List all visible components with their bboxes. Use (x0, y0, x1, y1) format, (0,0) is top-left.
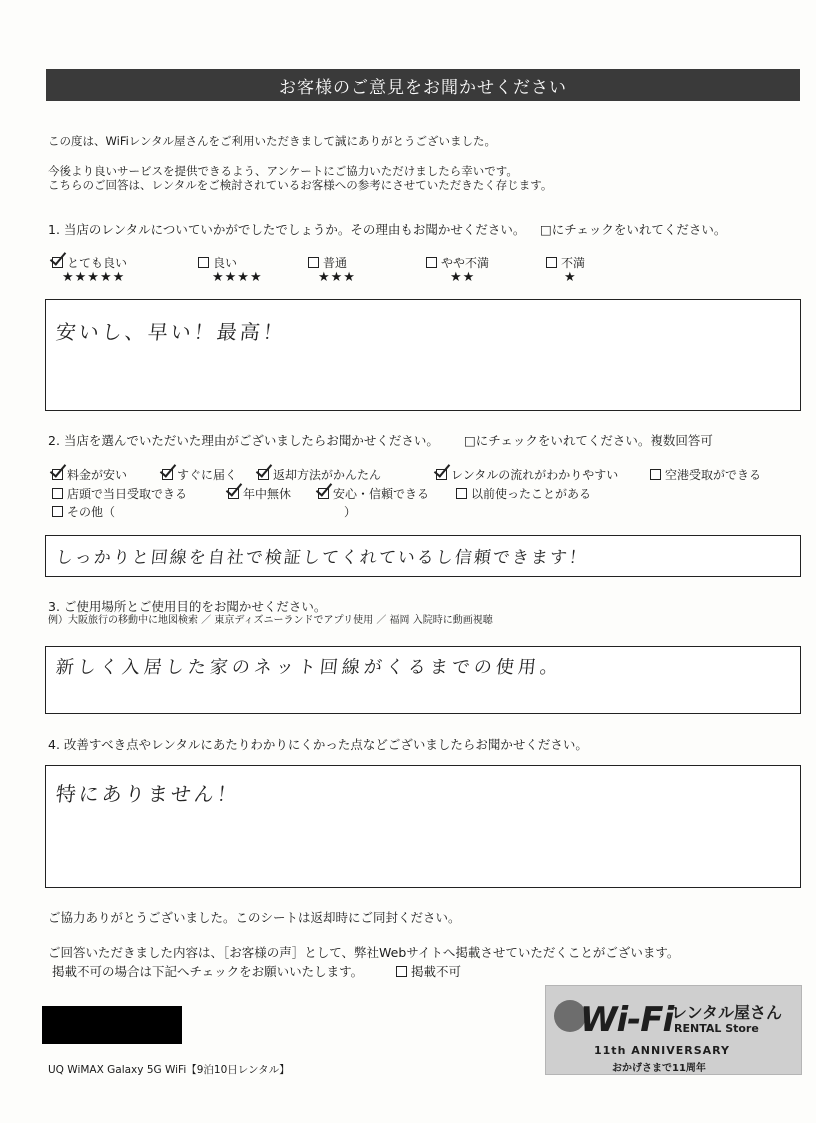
q2-option-label: 安心・信頼できる (333, 487, 430, 501)
publish-optout-checkbox[interactable] (396, 962, 461, 980)
wifi-rental-logo (545, 985, 802, 1075)
question-2-instruction: □にチェックをいれてください。複数回答可 (464, 433, 713, 448)
publish-optout-label: 掲載不可 (411, 964, 462, 979)
q2-option-label: 店頭で当日受取できる (67, 487, 188, 501)
checkbox-checked-icon[interactable] (228, 488, 239, 499)
q1-option-slightly-dissatisfied[interactable] (426, 254, 489, 271)
question-4: 4. 改善すべき点やレンタルにあたりわかりにくかった点などございましたらお聞かせください。 (48, 737, 588, 752)
q2-option-label: レンタルの流れがわかりやすい (451, 468, 619, 482)
checkbox-checked-icon[interactable] (258, 469, 269, 480)
intro-line-3: こちらのご回答は、レンタルをご検討されているお客様への参考にさせていただきたく存じます。 (48, 178, 553, 192)
question-3: 3. ご使用場所とご使用目的をお聞かせください。 (48, 599, 327, 614)
q2-option-label: 以前使ったことがある (471, 487, 592, 501)
q1-option-label: 普通 (323, 256, 348, 270)
q2-option-cheap[interactable] (52, 466, 127, 483)
q1-option-dissatisfied[interactable] (546, 254, 585, 271)
q2-option-label: 料金が安い (67, 468, 128, 482)
q2-option-label: 年中無休 (243, 487, 292, 501)
logo-anniversary-text: 11th ANNIVERSARY (594, 1044, 731, 1057)
q3-answer-box[interactable] (45, 646, 801, 714)
logo-wifi-text: Wi-Fi (580, 1000, 674, 1040)
question-1-instruction: □にチェックをいれてください。 (540, 222, 727, 237)
q1-option-good[interactable] (198, 254, 237, 271)
question-2: 2. 当店を選んでいただいた理由がございましたらお聞かせください。 (48, 433, 439, 448)
q1-option-average[interactable] (308, 254, 347, 271)
q2-option-clear-process[interactable] (436, 466, 618, 483)
q2-option-other[interactable] (52, 503, 115, 520)
checkbox-icon[interactable] (52, 488, 63, 499)
q2-other-close-paren: ） (344, 505, 357, 519)
checkbox-icon[interactable] (426, 257, 437, 268)
publish-optout-text: 掲載不可の場合は下記へチェックをお願いいたします。 (52, 964, 364, 979)
footer-product: UQ WiMAX Galaxy 5G WiFi【9泊10日レンタル】 (48, 1064, 290, 1076)
q2-option-label: 返却方法がかんたん (273, 468, 382, 482)
q1-option-label: とても良い (67, 256, 128, 270)
q2-answer-box[interactable] (45, 535, 801, 577)
thanks-text: ご協力ありがとうございました。このシートは返却時にご同封ください。 (48, 910, 461, 925)
checkbox-icon[interactable] (308, 257, 319, 268)
checkbox-checked-icon[interactable] (52, 469, 63, 480)
q2-option-trustworthy[interactable] (318, 485, 429, 502)
checkbox-checked-icon[interactable] (162, 469, 173, 480)
logo-rental-text: レンタル屋さん (671, 1003, 782, 1022)
q1-stars-5: ★★★★★ (62, 270, 126, 285)
checkbox-checked-icon[interactable] (52, 257, 63, 268)
q2-option-open-all-year[interactable] (228, 485, 291, 502)
q4-handwritten-answer: 特にありません！ (54, 782, 242, 806)
q2-option-airport-pickup[interactable] (650, 466, 761, 483)
q1-stars-3: ★★★ (318, 270, 356, 285)
q3-handwritten-answer: 新しく入居した家のネット回線がくるまでの使用。 (54, 657, 563, 678)
redacted-block (42, 1006, 182, 1044)
intro-line-2: 今後より良いサービスを提供できるよう、アンケートにご協力いただけましたら幸いです。 (48, 164, 518, 178)
checkbox-icon[interactable] (198, 257, 209, 268)
checkbox-checked-icon[interactable] (436, 469, 447, 480)
checkbox-icon[interactable] (52, 506, 63, 517)
logo-store-text: RENTAL Store (674, 1022, 759, 1035)
q1-stars-4: ★★★★ (212, 270, 263, 285)
q1-option-very-good[interactable] (52, 254, 127, 271)
q4-answer-box[interactable] (45, 765, 801, 888)
publish-notice: ご回答いただきました内容は、［お客様の声］として、弊社Webサイトへ掲載させていただくことがございます。 (48, 945, 680, 960)
q2-option-store-pickup[interactable] (52, 485, 187, 502)
logo-subtitle-text: おかげさまで11周年 (612, 1063, 706, 1074)
q2-option-label: すぐに届く (177, 468, 238, 482)
q1-stars-1: ★ (564, 270, 577, 285)
question-1: 1. 当店のレンタルについていかがでしたでしょうか。その理由もお聞かせください。 (48, 222, 526, 237)
q1-option-label: 不満 (561, 256, 586, 270)
intro-line-1: この度は、WiFiレンタル屋さんをご利用いただきまして誠にありがとうございました。 (48, 134, 497, 148)
q2-option-used-before[interactable] (456, 485, 591, 502)
q1-option-label: 良い (213, 256, 238, 270)
checkbox-icon[interactable] (456, 488, 467, 499)
checkbox-icon[interactable] (396, 966, 407, 977)
q2-option-fast-delivery[interactable] (162, 466, 237, 483)
q1-stars-2: ★★ (450, 270, 476, 285)
q1-answer-box[interactable] (45, 299, 801, 411)
q2-handwritten-answer: しっかりと回線を自社で検証してくれているし信頼できます！ (54, 548, 589, 568)
checkbox-checked-icon[interactable] (318, 488, 329, 499)
checkbox-icon[interactable] (546, 257, 557, 268)
q2-option-easy-return[interactable] (258, 466, 381, 483)
q2-option-label: 空港受取ができる (665, 468, 762, 482)
q1-handwritten-answer: 安いし、早い！最高！ (54, 320, 288, 344)
question-3-example: 例）大阪旅行の移動中に地図検索 ／ 東京ディズニーランドでアプリ使用 ／ 福岡 入院時に動画視聴 (48, 615, 493, 626)
checkbox-icon[interactable] (650, 469, 661, 480)
q1-option-label: やや不満 (441, 256, 490, 270)
q2-option-label: その他（ (67, 505, 116, 519)
page-title: お客様のご意見をお聞かせください (46, 69, 800, 101)
